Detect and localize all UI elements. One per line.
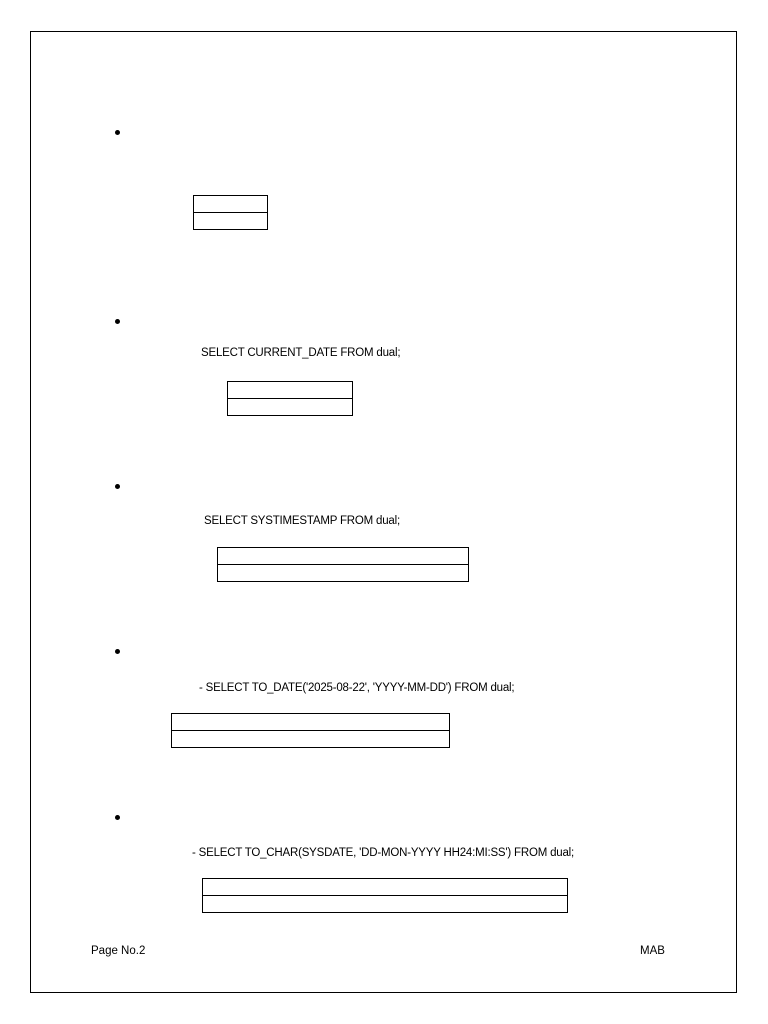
table-cell <box>218 548 469 565</box>
table-row <box>172 714 450 731</box>
bullet <box>115 319 120 324</box>
table-cell <box>172 731 450 748</box>
sql-query: - SELECT TO_DATE('2025-08-22', 'YYYY-MM-DD') FROM dual; <box>199 682 515 694</box>
sql-query: SELECT SYSTIMESTAMP FROM dual; <box>204 515 400 527</box>
table-row <box>203 879 568 896</box>
table-row <box>218 548 469 565</box>
table-row <box>172 731 450 748</box>
table-row <box>194 196 268 213</box>
table-cell <box>228 399 353 416</box>
table-row <box>218 565 469 582</box>
sql-query: - SELECT TO_CHAR(SYSDATE, 'DD-MON-YYYY HH24:MI:SS') FROM dual; <box>192 847 575 859</box>
table-row <box>203 896 568 913</box>
result-table <box>171 713 450 748</box>
table-cell <box>194 213 268 230</box>
bullet <box>115 815 120 820</box>
table-row <box>228 399 353 416</box>
result-table <box>227 381 353 416</box>
page-number: Page No.2 <box>91 945 146 957</box>
table-cell <box>218 565 469 582</box>
table-cell <box>194 196 268 213</box>
result-table <box>193 195 268 230</box>
table-row <box>228 382 353 399</box>
table-cell <box>203 879 568 896</box>
result-table <box>202 878 568 913</box>
result-table <box>217 547 469 582</box>
table-row <box>194 213 268 230</box>
table-cell <box>228 382 353 399</box>
sql-query: SELECT CURRENT_DATE FROM dual; <box>201 347 401 359</box>
bullet <box>115 649 120 654</box>
table-cell <box>203 896 568 913</box>
table-cell <box>172 714 450 731</box>
bullet <box>115 130 120 135</box>
bullet <box>115 484 120 489</box>
author-initials: MAB <box>640 945 665 957</box>
